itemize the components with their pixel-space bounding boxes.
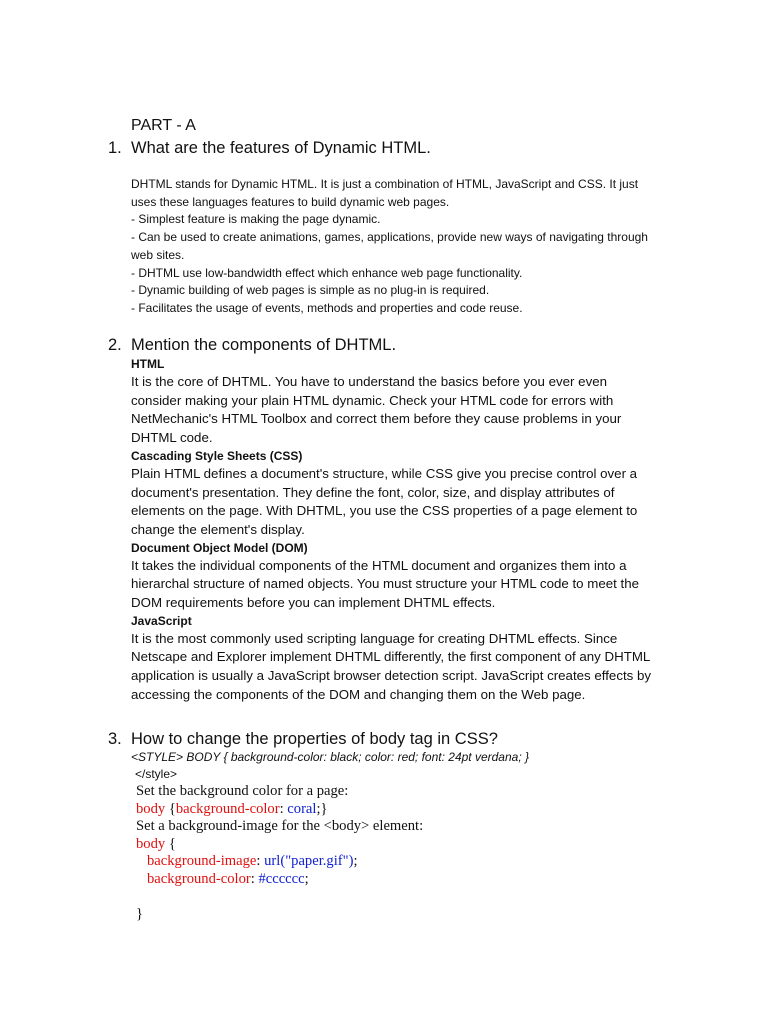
part-title: PART - A — [131, 117, 196, 134]
code-brace: { — [165, 800, 176, 817]
question-text: What are the features of Dynamic HTML. — [131, 139, 431, 157]
code-property: background-image — [147, 853, 257, 870]
code-line-selector — [131, 836, 691, 854]
code-semicolon: ; — [353, 853, 358, 870]
code-line-background-color — [131, 801, 691, 819]
paragraph-line: elements on the page. With DHTML, you use the CSS properties of a page element to — [131, 503, 638, 519]
instruction-text: Set the background color for a page: — [136, 783, 349, 799]
answer-line: - Simplest feature is making the page dynamic. — [131, 212, 381, 227]
question-text: Mention the components of DHTML. — [131, 336, 397, 354]
question-3-title — [108, 729, 708, 749]
instruction-text: Set a background-image for the <body> element: — [136, 818, 424, 835]
paragraph-line: hierarchal structure of named objects. You must structure your HTML code to meet the — [131, 576, 639, 592]
code-selector: body — [136, 800, 166, 817]
question-number: 2. — [108, 336, 122, 354]
section-heading-html: HTML — [131, 357, 165, 371]
code-semicolon: ; — [304, 870, 309, 887]
paragraph-line: document's presentation. They define the font, color, size, and display attributes of — [131, 484, 615, 500]
answer-line: web sites. — [131, 247, 185, 262]
section-heading-dom: Document Object Model (DOM) — [131, 540, 308, 555]
code-value: url("paper.gif") — [264, 853, 354, 870]
answer-line: - DHTML use low-bandwidth effect which enhance web page functionality. — [131, 265, 523, 280]
paragraph-line: DOM requirements before you can implement DHTML effects. — [131, 595, 496, 611]
blank-line — [131, 889, 691, 907]
paragraph-line: It takes the individual components of the HTML document and organizes them into a — [131, 557, 627, 573]
code-value: coral — [287, 800, 317, 817]
question-1-answer — [131, 176, 691, 318]
answer-line: DHTML stands for Dynamic HTML. It is just a combination of HTML, JavaScript and CSS. It just — [131, 177, 639, 191]
paragraph-line: It is the core of DHTML. You have to understand the basics before you ever even — [131, 374, 608, 389]
paragraph-line: DHTML code. — [131, 430, 213, 446]
question-text: How to change the properties of body tag in CSS? — [131, 730, 498, 748]
paragraph-line: It is the most commonly used scripting language for creating DHTML effects. Since — [131, 630, 618, 646]
answer-line: - Facilitates the usage of events, methods and properties and code reuse. — [131, 300, 523, 315]
paragraph-line: Netscape and Explorer implement DHTML differently, the first component of any DHTML — [131, 649, 651, 665]
question-number: 3. — [108, 730, 122, 748]
question-2-answer — [131, 356, 691, 705]
answer-line: - Can be used to create animations, games, applications, provide new ways of navigating through — [131, 230, 648, 245]
question-2-title — [108, 335, 708, 355]
code-line-close: } — [136, 906, 144, 923]
code-colon: : — [256, 853, 265, 870]
style-close-tag: </style> — [135, 767, 178, 781]
code-colon: : — [279, 800, 288, 817]
paragraph-line: application is usually a JavaScript browser detection script. JavaScript creates effects by — [131, 668, 652, 684]
code-brace: { — [165, 835, 176, 852]
paragraph-line: NetMechanic's HTML Toolbox and correct them before they cause problems in your — [131, 411, 622, 427]
section-heading-css: Cascading Style Sheets (CSS) — [131, 448, 303, 463]
paragraph-line: accessing the components of the DOM and changing them on the Web page. — [131, 686, 586, 702]
section-heading-javascript: JavaScript — [131, 613, 192, 628]
question-number: 1. — [108, 139, 122, 157]
code-line-background-image — [131, 853, 691, 871]
paragraph-line: change the element's display. — [131, 521, 305, 537]
question-1-title — [108, 138, 708, 158]
answer-line: uses these languages features to build dynamic web pages. — [131, 194, 450, 209]
code-brace: ;} — [316, 800, 328, 817]
style-tag-example: <STYLE> BODY { background-color: black; color: red; font: 24pt verdana; } — [131, 750, 530, 764]
question-3-answer — [131, 749, 691, 924]
answer-line: - Dynamic building of web pages is simple as no plug-in is required. — [131, 283, 490, 298]
paragraph-line: consider making your plain HTML dynamic. Check your HTML code for errors with — [131, 392, 614, 408]
code-line-background-color — [131, 871, 691, 889]
code-colon: : — [250, 870, 259, 887]
code-property: background-color — [175, 800, 280, 817]
code-value: #cccccc — [258, 870, 305, 887]
paragraph-line: Plain HTML defines a document's structure, while CSS give you precise control over a — [131, 465, 638, 481]
code-property: background-color — [147, 870, 251, 887]
code-selector: body — [136, 835, 166, 852]
